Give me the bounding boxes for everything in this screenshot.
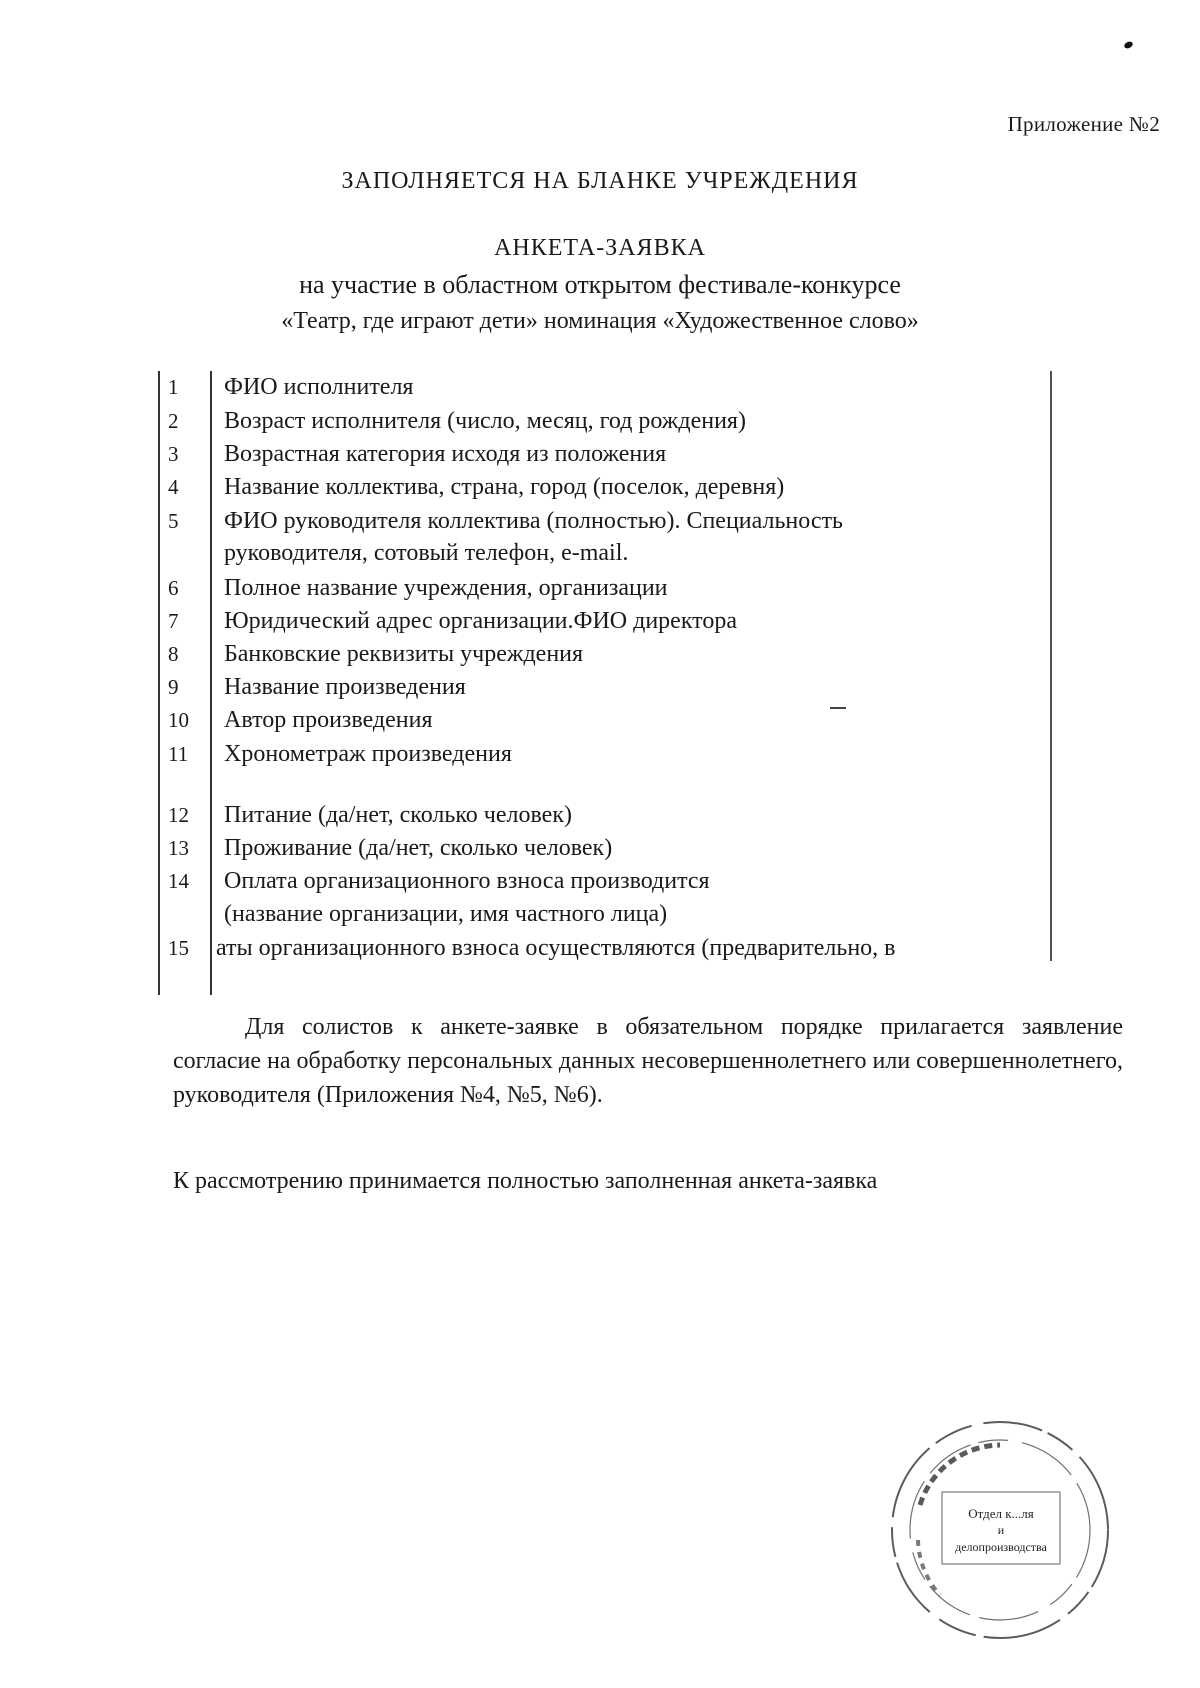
row-label: Возрастная категория исходя из положения — [224, 441, 667, 467]
row-label: Оплата организационного взноса производится — [224, 868, 710, 894]
table-number-divider — [210, 371, 212, 995]
row-number: 2 — [168, 409, 179, 433]
application-form-table — [158, 365, 1048, 1005]
appendix-number: Приложение №2 — [1007, 112, 1160, 136]
row-number: 1 — [168, 375, 179, 399]
document-title: АНКЕТА-ЗАЯВКА — [494, 235, 706, 261]
row-number: 12 — [168, 803, 189, 827]
row-label: Питание (да/нет, сколько человек) — [224, 802, 572, 828]
row-label: ФИО исполнителя — [224, 374, 414, 400]
row-label: Название коллектива, страна, город (поселок, деревня) — [224, 474, 785, 500]
row-label: Хронометраж произведения — [224, 741, 512, 767]
row-number: 4 — [168, 475, 179, 499]
table-right-border — [1050, 371, 1052, 961]
acceptance-note: К рассмотрению принимается полностью заполненная анкета-заявка — [173, 1168, 878, 1194]
row-number: 14 — [168, 869, 189, 893]
table-left-border — [158, 371, 160, 995]
organization-stamp — [880, 1410, 1120, 1650]
stamp-line-2: и — [997, 1523, 1005, 1537]
row-label: Полное название учреждения, организации — [224, 575, 668, 601]
row-label: Возраст исполнителя (число, месяц, год рождения) — [224, 408, 746, 434]
row-number: 5 — [168, 509, 179, 533]
row-label: Проживание (да/нет, сколько человек) — [224, 835, 613, 861]
row-label: Банковские реквизиты учреждения — [224, 641, 584, 667]
row-label-continuation: (название организации, имя частного лица) — [224, 901, 668, 927]
row-label-continuation: руководителя, сотовый телефон, e-mail. — [224, 540, 629, 566]
scan-speck — [1123, 40, 1134, 49]
row-number: 8 — [168, 642, 179, 666]
soloist-attachment-paragraph: Для солистов к анкете-заявке в обязательном порядке прилагается заявление согласие на обработку персональных данных несовершеннолетнего или совершеннолетнего, руководителя (Приложения №4, №5, №6). — [173, 1014, 1124, 1108]
letterhead-note: ЗАПОЛНЯЕТСЯ НА БЛАНКЕ УЧРЕЖДЕНИЯ — [341, 168, 859, 194]
row-label: аты организационного взноса осуществляются (предварительно, в — [216, 935, 896, 961]
row-label: Юридический адрес организации.ФИО директора — [224, 608, 737, 634]
row-number: 7 — [168, 609, 179, 633]
document-subtitle: на участие в областном открытом фестивале-конкурсе — [299, 270, 901, 299]
row-number: 11 — [168, 742, 189, 766]
scan-dash — [830, 707, 846, 709]
row-label: Автор произведения — [224, 707, 433, 733]
stamp-line-1: Отдел к...ля — [968, 1506, 1034, 1521]
row-number: 3 — [168, 442, 179, 466]
row-label: Название произведения — [224, 674, 466, 700]
row-number: 6 — [168, 576, 179, 600]
row-number: 15 — [168, 936, 189, 960]
row-number: 10 — [168, 708, 189, 732]
stamp-line-3: делопроизводства — [955, 1540, 1047, 1554]
row-number: 13 — [168, 836, 189, 860]
row-number: 9 — [168, 675, 179, 699]
document-subtitle-nomination: «Театр, где играют дети» номинация «Художественное слово» — [281, 308, 919, 334]
row-label: ФИО руководителя коллектива (полностью). Специальность — [224, 508, 843, 534]
